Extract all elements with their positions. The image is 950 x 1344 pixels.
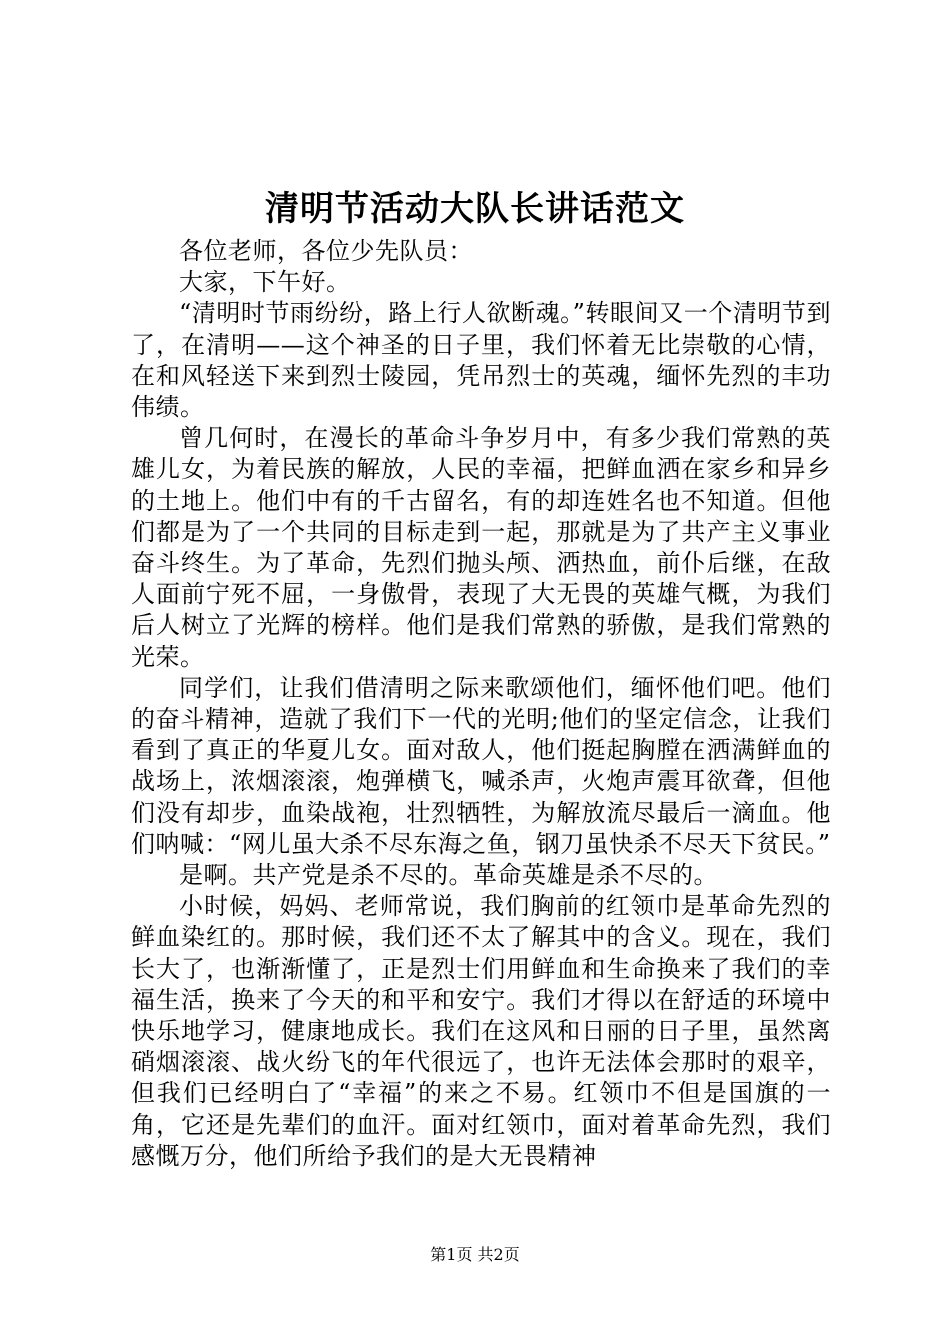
paragraph: 小时候，妈妈、老师常说，我们胸前的红领巾是革命先烈的鲜血染红的。那时候，我们还不太了解其中的含义。现在，我们长大了，也渐渐懂了，正是烈士们用鲜血和生命换来了我们的幸福生活，换来了今天的和平和安宁。我们才得以在舒适的环境中快乐地学习，健康地成长。我们在这风和日丽的日子里，虽然离硝烟滚滚、战火纷飞的年代很远了，也许无法体会那时的艰辛，但我们已经明白了“幸福”的来之不易。红领巾不但是国旗的一角，它还是先辈们的血汗。面对红领巾，面对着革命先烈，我们感慨万分，他们所给予我们的是大无畏精神 (131, 892, 831, 1170)
paragraph: “清明时节雨纷纷，路上行人欲断魂。”转眼间又一个清明节到了，在清明——这个神圣的日子里，我们怀着无比崇敬的心情，在和风轻送下来到烈士陵园，凭吊烈士的英魂，缅怀先烈的丰功伟绩。 (131, 299, 831, 422)
paragraph: 是啊。共产党是杀不尽的。革命英雄是杀不尽的。 (179, 861, 718, 890)
paragraph: 曾几何时，在漫长的革命斗争岁月中，有多少我们常熟的英雄儿女，为着民族的解放，人民的幸福，把鲜血洒在家乡和异乡的土地上。他们中有的千古留名，有的却连姓名也不知道。但他们都是为了一个共同的目标走到一起，那就是为了共产主义事业奋斗终生。为了革命，先烈们抛头颅、洒热血，前仆后继，在敌人面前宁死不屈，一身傲骨，表现了大无畏的英雄气概，为我们后人树立了光辉的榜样。他们是我们常熟的骄傲，是我们常熟的光荣。 (131, 424, 831, 671)
page-footer: 第1页 共2页 (430, 1245, 520, 1264)
paragraph-salutation: 大家，下午好。 (179, 268, 351, 297)
document-title: 清明节活动大队长讲话范文 (265, 189, 685, 229)
document-body (131, 236, 831, 1172)
paragraph: 同学们，让我们借清明之际来歌颂他们，缅怀他们吧。他们的奋斗精神，造就了我们下一代的光明;他们的坚定信念，让我们看到了真正的华夏儿女。面对敌人，他们挺起胸膛在洒满鲜血的战场上，浓烟滚滚，炮弹横飞，喊杀声，火炮声震耳欲聋，但他们没有却步，血染战袍，壮烈牺牲，为解放流尽最后一滴血。他们呐喊：“网儿虽大杀不尽东海之鱼，钢刀虽快杀不尽天下贫民。” (131, 673, 831, 858)
paragraph-greeting: 各位老师，各位少先队员： (179, 237, 473, 265)
